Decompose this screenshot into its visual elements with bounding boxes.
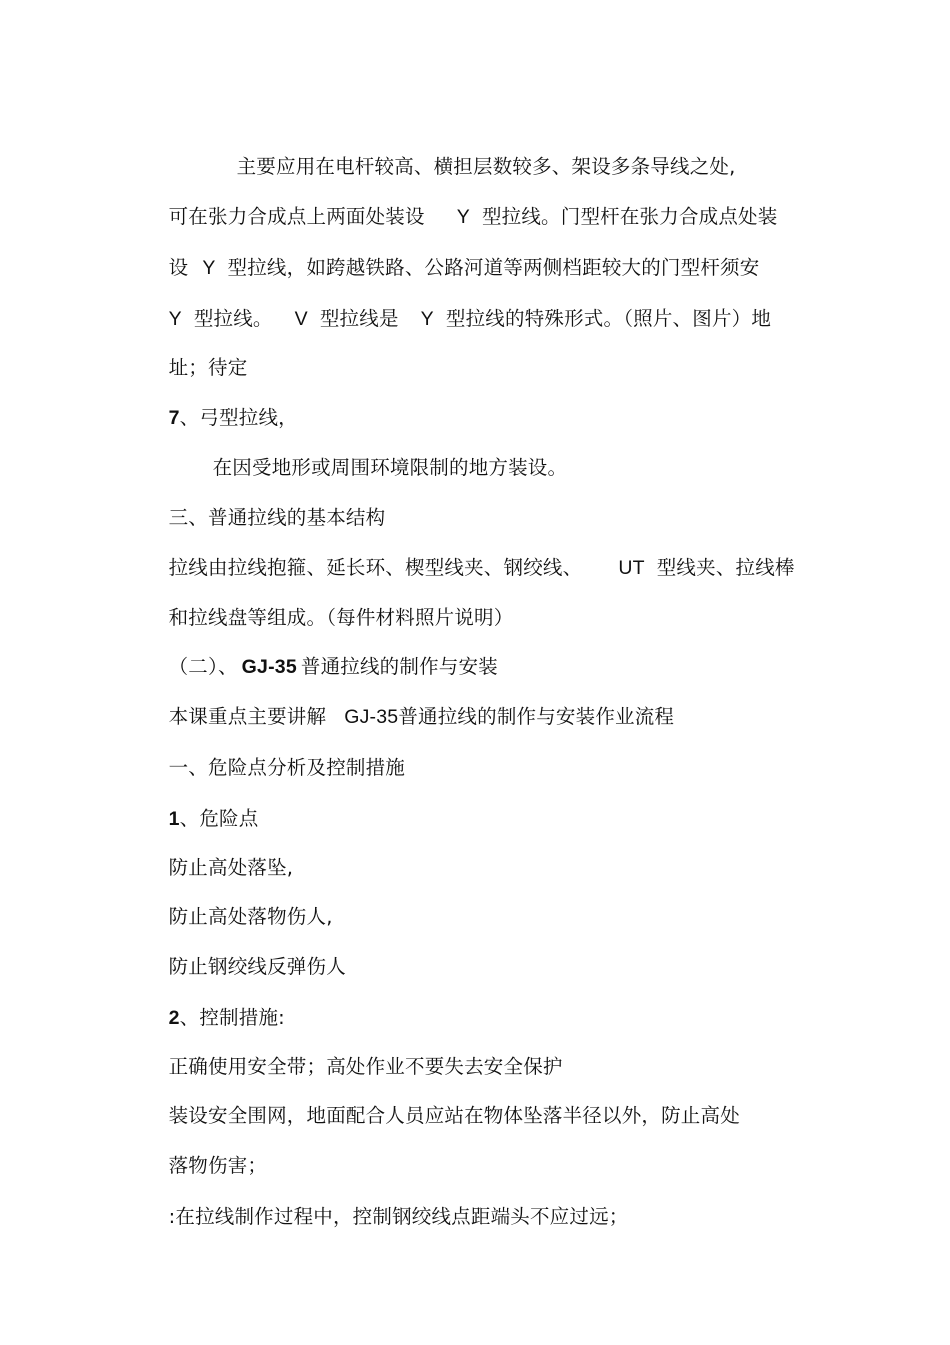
section-heading-3: 三、普通拉线的基本结构 <box>168 506 386 529</box>
paragraph-line-3: 设 Y 型拉线，如跨越铁路、公路河道等两侧档距较大的门型杆须安 <box>168 256 760 279</box>
paragraph-line-19: 正确使用安全带；高处作业不要失去安全保护 <box>168 1055 563 1078</box>
paragraph-line-7: 在因受地形或周围环境限制的地方装设。 <box>212 456 568 479</box>
paragraph-line-5: 址；待定 <box>168 356 248 379</box>
paragraph-line-4: Y 型拉线。 V 型拉线是 Y 型拉线的特殊形式。（照片、图片）地 <box>168 307 772 330</box>
paragraph-line-12: 本课重点主要讲解 GJ-35普通拉线的制作与安装作业流程 <box>168 705 675 728</box>
paragraph-line-2: 可在张力合成点上两面处装设 Y 型拉线。门型杆在张力合成点处装 <box>168 205 778 228</box>
paragraph-line-20: 装设安全围网，地面配合人员应站在物体坠落半径以外，防止高处 <box>168 1104 740 1127</box>
section-heading-1: 一、危险点分析及控制措施 <box>168 756 406 779</box>
paragraph-line-10: 和拉线盘等组成。（每件材料照片说明） <box>168 606 514 629</box>
paragraph-line-1: 主要应用在电杆较高、横担层数较多、架设多条导线之处, <box>236 155 736 178</box>
paragraph-line-22: :在拉线制作过程中，控制钢绞线点距端头不应过远； <box>168 1205 629 1228</box>
paragraph-line-17: 防止钢绞线反弹伤人 <box>168 955 346 978</box>
subsection-heading-2: （二）、 GJ-35 普通拉线的制作与安装 <box>168 655 498 678</box>
heading-7-bow-guy: 7、弓型拉线， <box>168 406 298 429</box>
paragraph-line-15: 防止高处落坠, <box>168 856 294 879</box>
heading-2-control-measures: 2、控制措施: <box>168 1006 285 1029</box>
paragraph-line-21: 落物伤害； <box>168 1154 268 1177</box>
paragraph-line-9: 拉线由拉线抱箍、延长环、楔型线夹、钢绞线、 UT 型线夹、拉线棒 <box>168 556 795 579</box>
heading-1-hazards: 1、危险点 <box>168 807 259 830</box>
paragraph-line-16: 防止高处落物伤人, <box>168 905 333 928</box>
